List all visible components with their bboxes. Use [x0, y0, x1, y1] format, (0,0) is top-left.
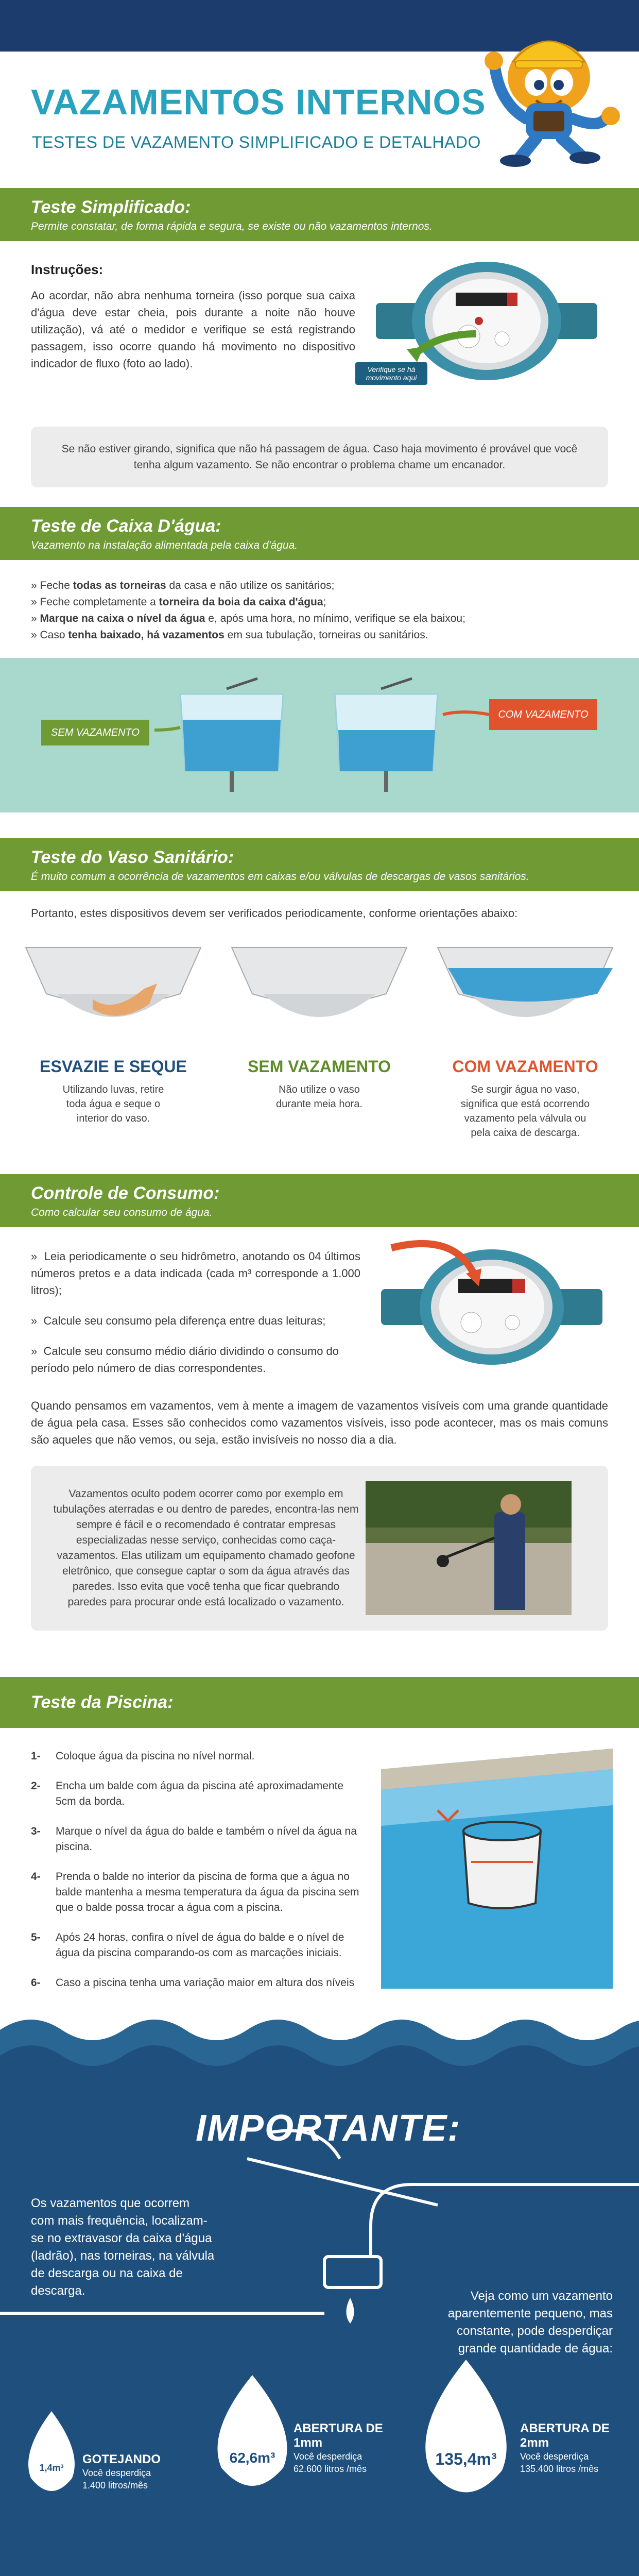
list-item: 1- Coloque água da piscina no nível normal. [31, 1750, 255, 1762]
geofone-text: Vazamentos oculto podem ocorrer como por exemplo em tubulações aterradas e ou dentro de paredes, encontra-las nem sempre é fácil e o recomendado é contratar empresas especializadas nesse serviço, conhecidas como caça-vazamentos. Elas utilizam um equipamento chamado geofone eletrônico, que consegue captar o som da água através das paredes. Isso evita que você tenha que ficar quebrando paredes para procurar onde está localizado o vazamento. [53, 1488, 359, 1608]
toilet-text: Utilizando luvas, retire toda água e seque o interior do vaso. [62, 1084, 164, 1124]
simplificado-body [0, 241, 639, 427]
caixa-list [0, 560, 639, 643]
list-item: 4- Prenda o balde no interior da piscina de forma que a água no balde mantenha a mesma temperatura da água da piscina sem que o balde possa trocar a água com a piscina. [31, 1871, 359, 1913]
section-header-simplificado [0, 188, 639, 241]
toilet-col-com [427, 937, 623, 1140]
toilet-icon [221, 937, 417, 1045]
important-right-text: Veja como um vazamento aparentemente pequeno, mas constante, pode desperdiçar grande quantidade de água: [447, 2289, 613, 2355]
geofone-box [31, 1466, 608, 1631]
drop-value: 135,4m³ [435, 2450, 497, 2468]
toilet-title: ESVAZIE E SEQUE [40, 1057, 187, 1076]
list-item: 5- Após 24 horas, confira o nível de água do balde e o nível de água da piscina comparando-os com as marcações iniciais. [31, 1931, 344, 1959]
section-header-piscina [0, 1677, 639, 1728]
section-header-vaso [0, 838, 639, 891]
section-header-caixa [0, 507, 639, 560]
list-item: » Feche completamente a torneira da boia da caixa d'água; [31, 594, 608, 611]
consumo-paragraph: Quando pensamos em vazamentos, vem à mente a imagem de vazamentos visíveis com uma grande quantidade de água pela casa. Esses são conhecidos como vazamentos visíveis, isso pode acontecer, mas os mais comuns são aqueles que não vemos, ou seja, estão invisíveis no nosso dia a dia. [31, 1399, 608, 1446]
consumo-body [0, 1227, 639, 1397]
list-item: 6- Caso a piscina tenha uma variação maior em altura dos níveis [31, 1977, 355, 1989]
section-title: Teste de Caixa D'água: [31, 516, 221, 536]
consumo-list [31, 1248, 360, 1377]
vaso-intro: Portanto, estes dispositivos devem ser verificados periodicamente, conforme orientações abaixo: [31, 907, 518, 920]
list-item: » Leia periodicamente o seu hidrômetro, anotando os 04 últimos números pretos e a data indicada (cada m³ corresponde a 1.000 litros); [31, 1250, 360, 1297]
toilet-title: SEM VAZAMENTO [248, 1057, 391, 1076]
drop-value: 62,6m³ [229, 2450, 275, 2466]
toilet-col-sem [221, 937, 417, 1111]
toilet-icon [427, 937, 623, 1045]
list-item: » Caso tenha baixado, há vazamentos em sua tubulação, torneiras ou sanitários. [31, 627, 608, 643]
important-section [0, 1989, 639, 2576]
instructions-text: Ao acordar, não abra nenhuma torneira (isso porque sua caixa d'água deve estar cheia, pois durante a noite não houve utilização), vá até o medidor e verifique se está registrando passagem, isso ocorre quando há movimento no dispositivo indicador de fluxo (foto ao lado). [31, 289, 355, 370]
list-item: 3- Marque o nível da água do balde e também o nível da água na piscina. [31, 1825, 357, 1853]
section-title: Controle de Consumo: [31, 1183, 220, 1203]
list-item: » Marque na caixa o nível da água e, após uma hora, no mínimo, verifique se ela baixou; [31, 611, 608, 627]
simplificado-note: Se não estiver girando, significa que não há passagem de água. Caso haja movimento é provável que você tenha algum vazamento. Se não encontrar o problema chame um encanador. [31, 427, 608, 487]
toilet-col-esvazie [15, 937, 211, 1126]
drop-label-gotejando: GOTEJANDO Você desperdiça 1.400 litros/mês [82, 2452, 161, 2490]
label-com-vazamento: COM VAZAMENTO [489, 699, 597, 730]
label-sem-vazamento: SEM VAZAMENTO [41, 720, 149, 745]
toilet-text: Não utilize o vaso durante meia hora. [276, 1084, 362, 1110]
drop-label-1mm: ABERTURA DE 1mm Você desperdiça 62.600 litros /mês [293, 2421, 383, 2474]
plumber-mascot-icon [464, 0, 629, 170]
toilet-text: Se surgir água no vaso, significa que está ocorrendo vazamento pela válvula ou pela caixa de descarga. [460, 1084, 590, 1139]
meter-callout: Verifique se há movimento aqui [355, 362, 427, 385]
drop-value: 1,4m³ [39, 2463, 64, 2473]
toilet-row [0, 922, 639, 1174]
section-header-consumo [0, 1174, 639, 1227]
section-title: Teste da Piscina: [31, 1692, 174, 1712]
section-title: Teste do Vaso Sanitário: [31, 848, 234, 867]
section-subtitle: É muito comum a ocorrência de vazamentos em caixas e/ou válvulas de descargas de vasos sanitários. [31, 871, 529, 883]
toilet-icon [15, 937, 211, 1045]
page-subtitle: TESTES DE VAZAMENTO SIMPLIFICADO E DETALHADO [32, 133, 481, 151]
important-title: IMPORTANTE: [196, 2108, 461, 2149]
geofone-photo-icon [366, 1481, 572, 1615]
page-title: VAZAMENTOS INTERNOS [31, 82, 486, 122]
section-title: Teste Simplificado: [31, 197, 191, 217]
drop-label-2mm: ABERTURA DE 2mm Você desperdiça 135.400 litros /mês [520, 2421, 610, 2474]
list-item: » Calcule seu consumo médio diário dividindo o consumo do período pelo número de dias correspondentes. [31, 1345, 339, 1375]
instructions-title: Instruções: [31, 262, 103, 277]
section-subtitle: Como calcular seu consumo de água. [31, 1207, 213, 1218]
tanks-illustration [0, 658, 639, 812]
list-item: » Calcule seu consumo pela diferença entre duas leituras; [31, 1314, 326, 1327]
list-item: 2- Encha um balde com água da piscina até aproximadamente 5cm da borda. [31, 1780, 344, 1807]
section-subtitle: Vazamento na instalação alimentada pela caixa d'água. [31, 539, 298, 551]
section-subtitle: Permite constatar, de forma rápida e segura, se existe ou não vazamentos internos. [31, 221, 433, 232]
important-left-text: Os vazamentos que ocorrem com mais frequência, localizam-se no extravasor da caixa d'água (ladrão), nas torneiras, na válvula de descarga ou na caixa de descarga. [31, 2196, 215, 2298]
toilet-title: COM VAZAMENTO [452, 1057, 598, 1076]
list-item: » Feche todas as torneiras da casa e não utilize os sanitários; [31, 578, 608, 594]
water-meter-icon [381, 1238, 602, 1377]
